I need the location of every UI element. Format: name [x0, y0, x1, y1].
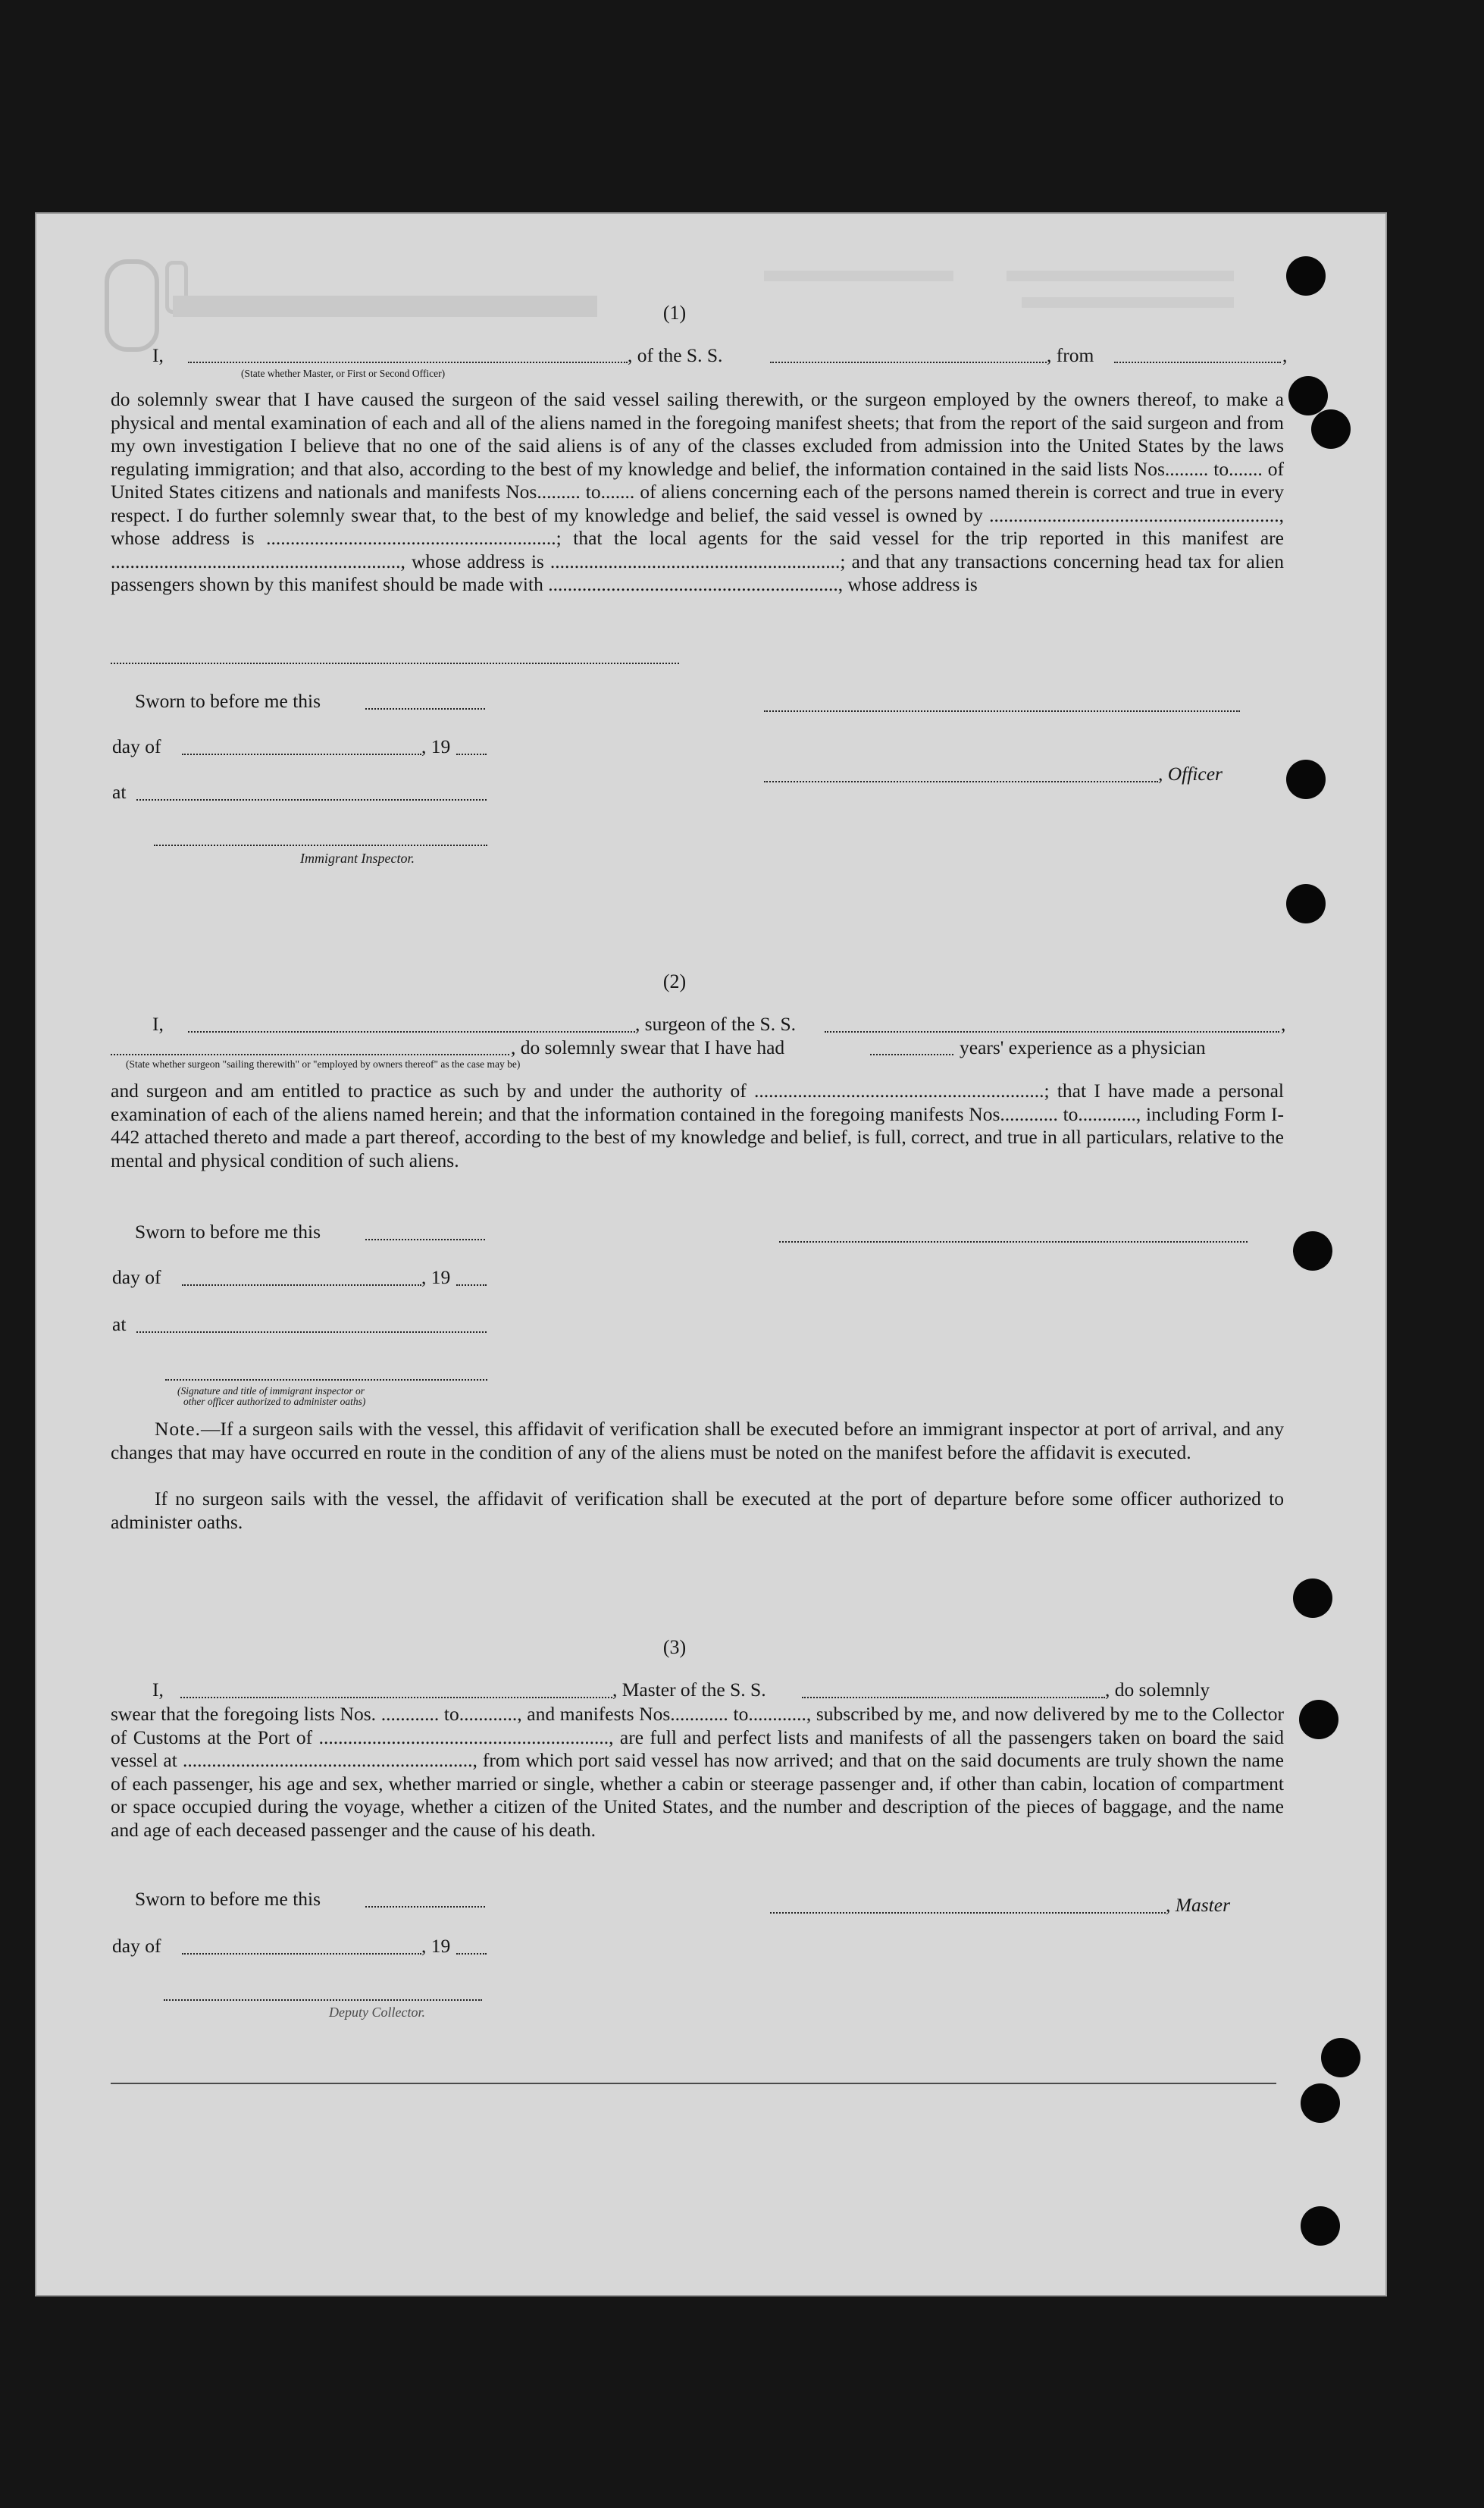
s1-from-label: , from — [1047, 344, 1094, 366]
s3-year-label: , 19 — [421, 1935, 451, 1957]
bleed-through-mark — [105, 259, 159, 352]
s3-sworn-blank — [365, 1906, 485, 1908]
bleed-through-band — [173, 296, 597, 317]
s2-note-label: Note. — [155, 1418, 201, 1440]
s2-ship-blank — [825, 1031, 1279, 1033]
s1-ship-label: , of the S. S. — [628, 344, 723, 366]
s3-name-blank — [180, 1697, 612, 1698]
s3-master-label: , Master of the S. S. — [612, 1679, 766, 1701]
section-3-number: (3) — [662, 1636, 687, 1658]
s1-ship-blank — [770, 362, 1047, 363]
document-page — [35, 212, 1387, 2296]
s2-signature-blank — [779, 1241, 1248, 1243]
s2-capacity-blank — [111, 1054, 509, 1055]
s3-collector-caption: Deputy Collector. — [329, 2005, 425, 2020]
s1-from-blank — [1114, 362, 1281, 363]
s2-name-blank — [188, 1031, 635, 1033]
s3-master-signature-label: , Master — [1166, 1894, 1230, 1916]
s3-sworn-label: Sworn to before me this — [135, 1888, 321, 1910]
s1-signature-blank — [764, 710, 1240, 712]
bleed-through-band — [1007, 271, 1234, 281]
punch-hole — [1293, 1578, 1332, 1618]
s1-line-end: , — [1282, 344, 1288, 366]
s2-officer-blank — [165, 1379, 487, 1381]
punch-hole — [1286, 256, 1326, 296]
s1-lead: I, — [152, 344, 164, 366]
punch-hole — [1286, 884, 1326, 923]
s2-day-blank — [182, 1284, 421, 1286]
s3-line-end: , do solemnly — [1105, 1679, 1210, 1701]
s3-year-blank — [456, 1953, 487, 1955]
s3-lead: I, — [152, 1679, 164, 1701]
punch-hole — [1311, 409, 1351, 449]
s2-line-end: , — [1281, 1013, 1286, 1035]
punch-hole — [1301, 2206, 1340, 2246]
s2-year-blank — [456, 1284, 487, 1286]
s2-year-label: , 19 — [421, 1266, 451, 1288]
bleed-through-band — [1022, 297, 1234, 308]
s2-note-text: —If a surgeon sails with the vessel, this affidavit of verification shall be executed before an immigrant inspector at port of arrival, and any changes that may have occurred en route in the condition of any of the aliens must be noted on the manifest before the affidavit is executed. — [111, 1418, 1284, 1463]
s1-year-blank — [456, 754, 487, 755]
s2-lead: I, — [152, 1013, 164, 1035]
s1-year-label: , 19 — [421, 735, 451, 757]
s1-at-blank — [136, 799, 487, 801]
bleed-through-band — [764, 271, 953, 281]
s3-master-blank — [770, 1912, 1166, 1914]
s2-body: and surgeon and am entitled to practice as such by and under the authority of ............................................................; that I have made a personal examination of each of the aliens named herein; and that the information contained in the foregoing manifests Nos............ to............, including Form I-442 attached thereto and made a part thereof, according to the best of my knowledge and belief, is full, correct, and true in all particulars, relative to the mental and physical condition of such aliens. — [111, 1080, 1284, 1171]
s2-signature-caption-1: (Signature and title of immigrant inspector or — [177, 1385, 365, 1397]
s2-surgeon-label: , surgeon of the S. S. — [635, 1013, 797, 1035]
s1-officer-blank — [764, 781, 1158, 782]
punch-hole — [1321, 2038, 1360, 2077]
punch-hole — [1299, 1700, 1338, 1739]
s2-instruction: (State whether surgeon "sailing therewith" or "employed by owners thereof" as the case may be) — [126, 1058, 521, 1070]
s1-officer-label: , Officer — [1158, 763, 1223, 785]
s2-at-label: at — [112, 1313, 127, 1335]
s3-day-blank — [182, 1953, 421, 1955]
s1-day-label: day of — [112, 735, 161, 757]
s2-sworn-blank — [365, 1239, 485, 1240]
s1-sworn-blank — [365, 708, 485, 710]
s1-inspector-caption: Immigrant Inspector. — [300, 851, 415, 866]
s2-at-blank — [136, 1331, 487, 1333]
punch-hole — [1286, 760, 1326, 799]
s2-years-blank — [870, 1054, 953, 1055]
s3-ship-blank — [802, 1697, 1105, 1698]
s1-body: do solemnly swear that I have caused the surgeon of the said vessel sailing therewith, or the surgeon employed by the owners thereof, to make a physical and mental examination of each and all of the aliens named in the foregoing manifest sheets; that from the report of the said surgeon and from my own investigation I believe that no one of the said aliens is of any of the classes excluded from admission into the United States by the laws regulating immigration; and that also, according to the best of my knowledge and belief, the information contained in the said lists Nos......... to....... of United States citizens and nationals and manifests Nos......... to....... of aliens concerning each of the persons named therein is correct and true in every respect. I do further solemnly swear that, to the best of my knowledge and belief, the said vessel is owned by ............................................................, whose address is ............................................................; that the local agents for the said vessel for the trip reported in this manifest are ............................................................, whose address is ............................................................; and that any transactions concerning head tax for alien passengers shown by this manifest should be made with ............................................................, whose address is — [111, 388, 1284, 595]
s1-address-tail — [111, 663, 679, 664]
s1-instruction: (State whether Master, or First or Second Officer) — [241, 368, 446, 379]
s1-day-blank — [182, 754, 421, 755]
s3-collector-blank — [164, 1999, 482, 2001]
section-1-number: (1) — [662, 302, 687, 324]
s2-swear-label: , do solemnly swear that I have had — [511, 1036, 785, 1058]
s3-day-label: day of — [112, 1935, 161, 1957]
s2-note-2: If no surgeon sails with the vessel, the affidavit of verification shall be executed at the port of departure before some officer authorized to administer oaths. — [111, 1488, 1284, 1533]
punch-hole — [1288, 376, 1328, 415]
bottom-rule — [111, 2083, 1276, 2084]
s2-sworn-label: Sworn to before me this — [135, 1221, 321, 1243]
punch-hole — [1301, 2083, 1340, 2123]
s2-day-label: day of — [112, 1266, 161, 1288]
punch-hole — [1293, 1231, 1332, 1271]
s1-inspector-blank — [154, 845, 487, 846]
s1-at-label: at — [112, 781, 127, 803]
s1-sworn-label: Sworn to before me this — [135, 690, 321, 712]
s1-rank-blank — [188, 362, 628, 363]
s2-signature-caption-2: other officer authorized to administer oaths) — [183, 1396, 366, 1407]
s3-body: swear that the foregoing lists Nos. ............ to............, and manifests Nos............ to............, subscribed by me, and now delivered by me to the Collector of Customs at the Port of ............................................................, are full and perfect lists and manifests of all the passengers taken on board the said vessel at ............................................................, from which port said vessel has now arrived; and that on the said documents are truly shown the name of each passenger, his age and sex, whether married or single, whether a cabin or steerage passenger and, if other than cabin, location of compartment or space occupied during the voyage, whether a citizen of the United States, and the number and description of the pieces of baggage, and the name and age of each deceased passenger and the cause of his death. — [111, 1703, 1284, 1841]
section-2-number: (2) — [662, 970, 687, 992]
s2-note — [111, 1418, 1284, 1464]
s2-years-label: years' experience as a physician — [960, 1036, 1206, 1058]
